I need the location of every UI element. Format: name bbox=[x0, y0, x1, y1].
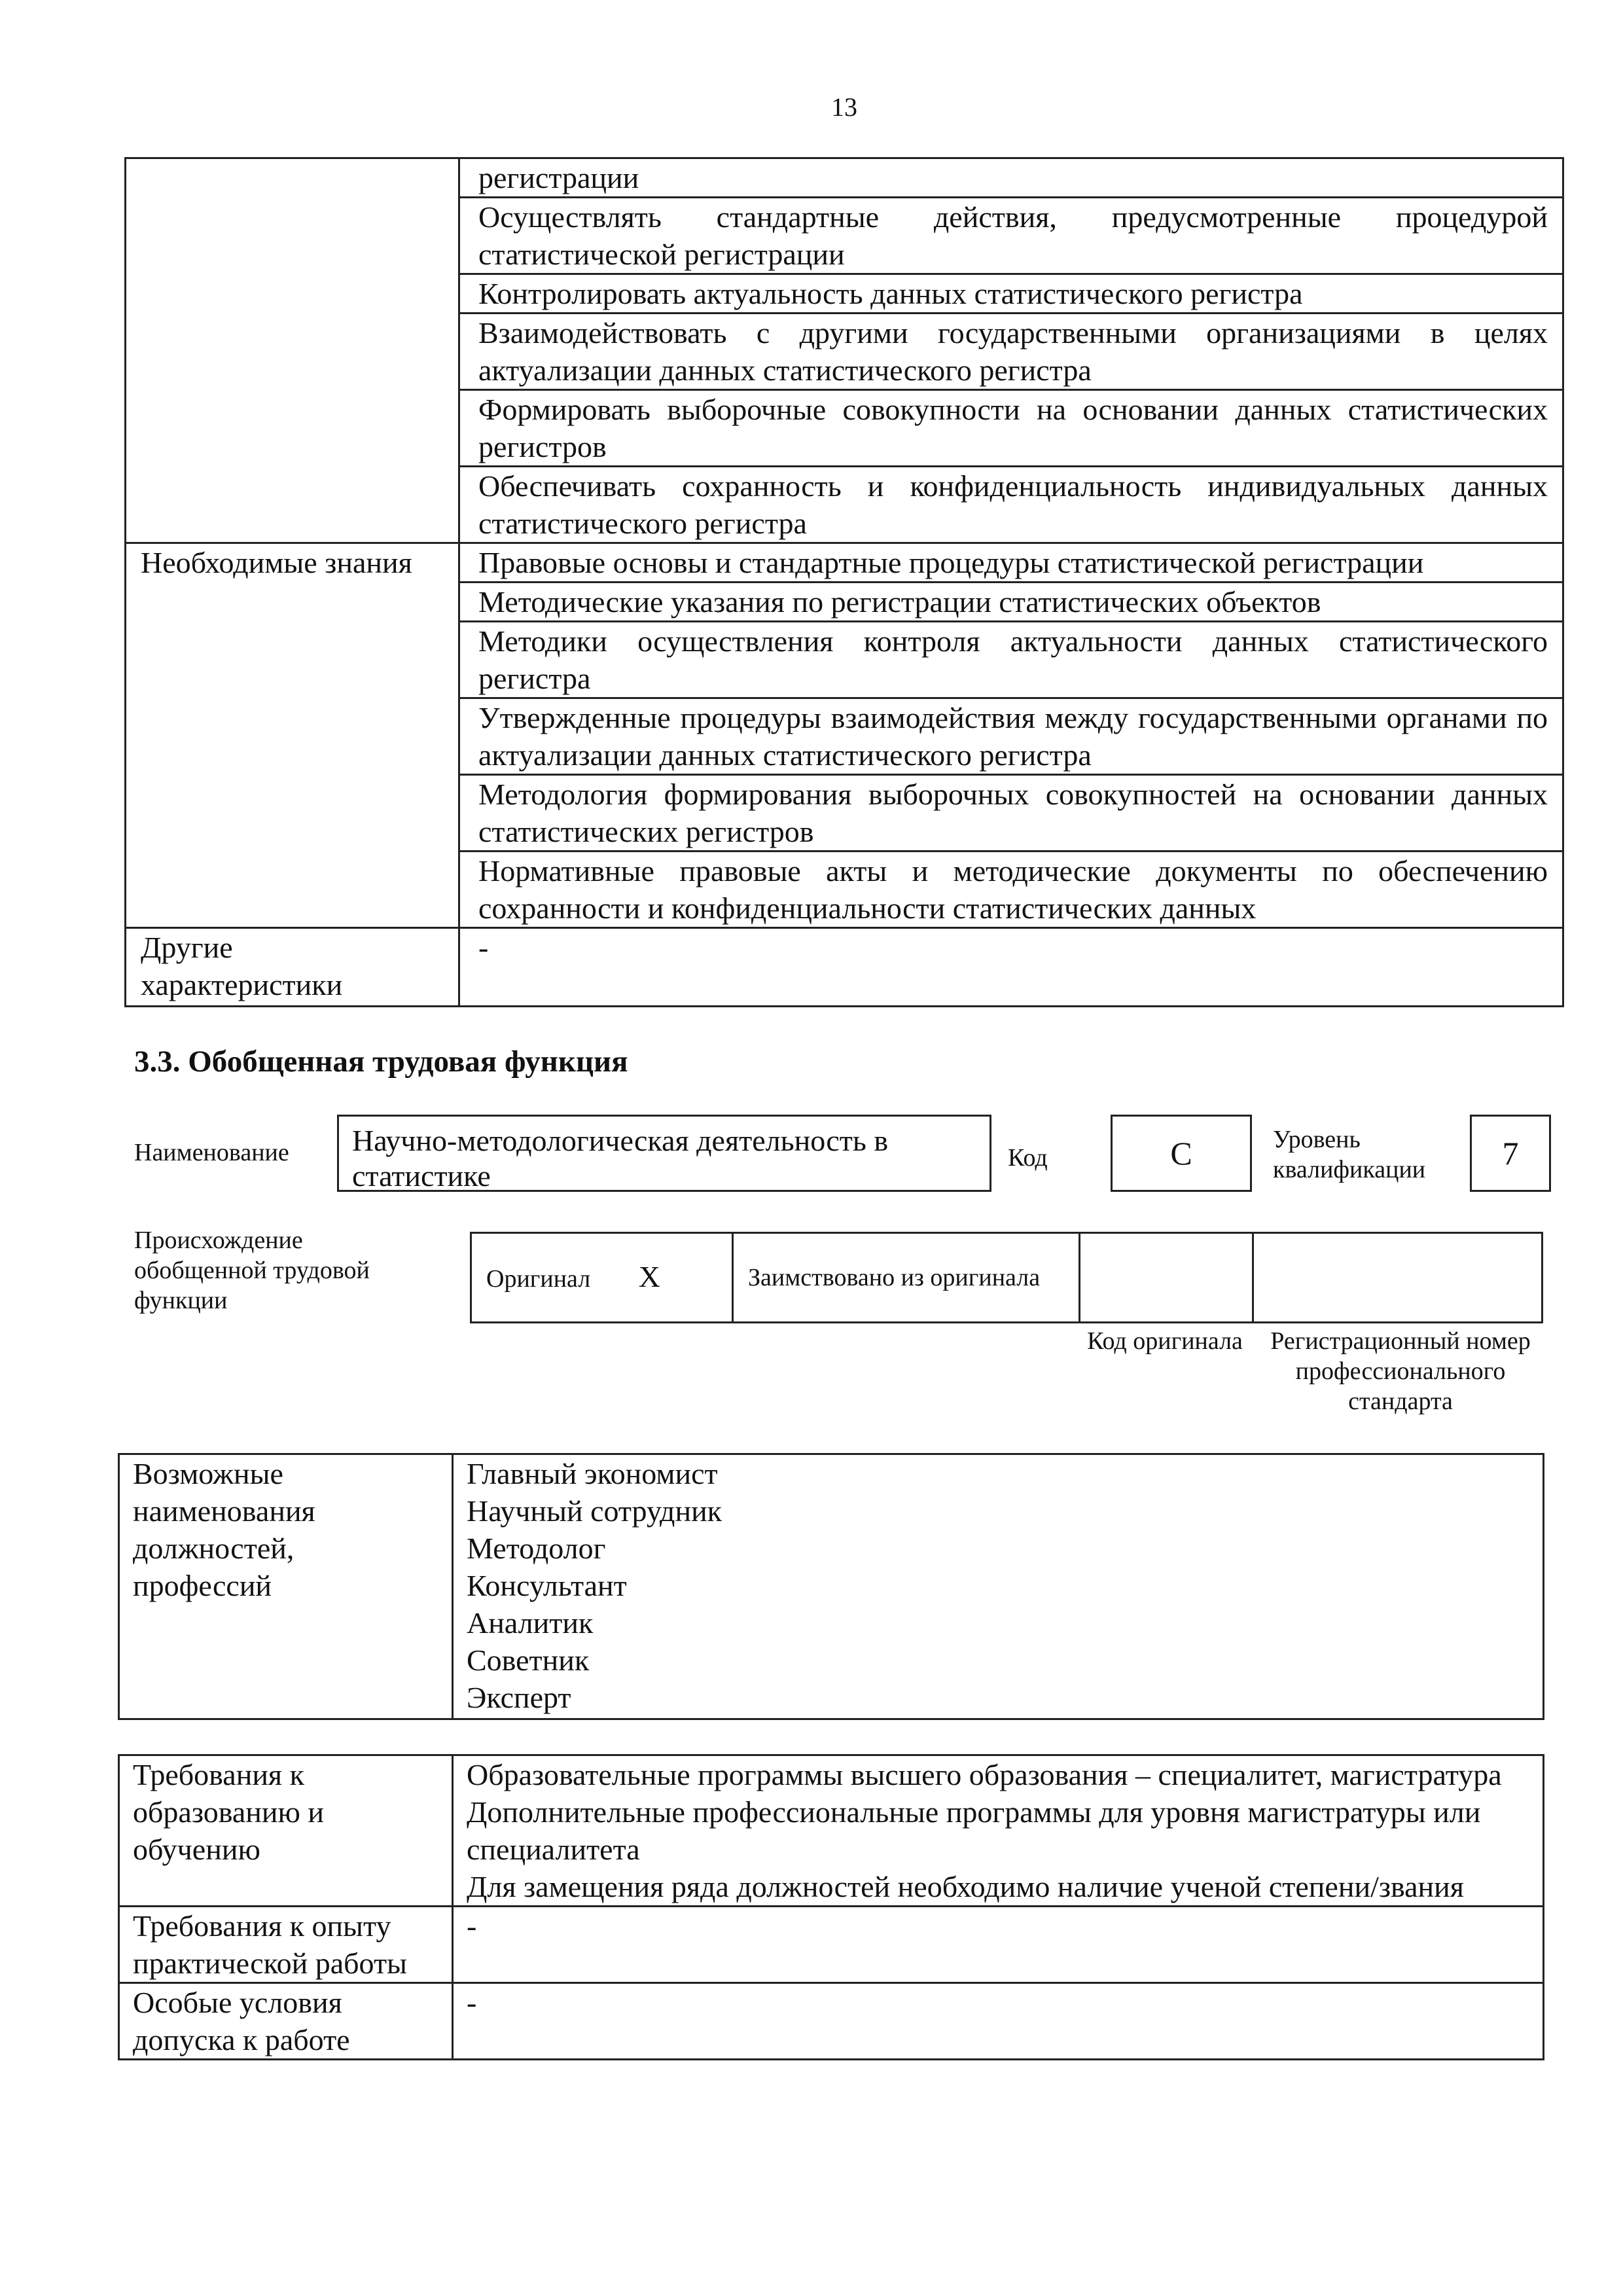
positions-list bbox=[453, 1454, 1544, 1719]
skill-item: Формировать выборочные совокупности на основании данных статистических регистров bbox=[459, 390, 1563, 467]
education-label: Требования к образованию и обучению bbox=[119, 1755, 453, 1907]
position-item: Главный экономист bbox=[467, 1457, 718, 1490]
borrowed-label: Заимствовано из оригинала bbox=[733, 1233, 1080, 1323]
education-list bbox=[453, 1755, 1544, 1907]
level-box bbox=[1470, 1115, 1551, 1192]
original-code-cell bbox=[1080, 1233, 1253, 1323]
skill-item: Осуществлять стандартные действия, предусмотренные процедурой статистической регистрации bbox=[459, 198, 1563, 274]
original-code-caption: Код оригинала bbox=[1087, 1327, 1243, 1355]
conditions-label: Особые условия допуска к работе bbox=[119, 1983, 453, 2060]
reg-number-cell bbox=[1253, 1233, 1543, 1323]
origin-table bbox=[470, 1232, 1543, 1323]
skills-knowledge-table bbox=[124, 157, 1564, 1007]
knowledge-item: Методические указания по регистрации статистических объектов bbox=[459, 583, 1563, 622]
name-value: Научно-методологическая деятельность в статистике bbox=[352, 1124, 889, 1193]
original-cell bbox=[471, 1233, 733, 1323]
positions-table bbox=[118, 1453, 1544, 1720]
experience-label: Требования к опыту практической работы bbox=[119, 1907, 453, 1983]
code-label: Код bbox=[1008, 1144, 1048, 1172]
knowledge-item: Нормативные правовые акты и методические документы по обеспечению сохранности и конфиденциальности статистических данных bbox=[459, 852, 1563, 928]
skill-item: Контролировать актуальность данных статистического регистра bbox=[459, 274, 1563, 314]
origin-label: Происхождение обобщенной трудовой функции bbox=[134, 1227, 370, 1314]
education-item: Дополнительные профессиональные программы для уровня магистратуры или специалитета bbox=[467, 1795, 1481, 1866]
code-value: C bbox=[1170, 1135, 1192, 1172]
position-item: Советник bbox=[467, 1643, 590, 1677]
level-label: Уровень квалификации bbox=[1273, 1126, 1426, 1183]
skill-item: Обеспечивать сохранность и конфиденциальность индивидуальных данных статистического регистра bbox=[459, 467, 1563, 543]
requirements-table bbox=[118, 1754, 1544, 2060]
name-label: Наименование bbox=[134, 1139, 289, 1166]
original-label: Оригинал bbox=[486, 1265, 591, 1293]
page-number: 13 bbox=[831, 92, 857, 122]
skills-label-cell bbox=[126, 158, 459, 543]
knowledge-item: Методики осуществления контроля актуальности данных статистического регистра bbox=[459, 622, 1563, 698]
reg-number-caption: Регистрационный номер профессионального стандарта bbox=[1270, 1327, 1531, 1415]
position-item: Аналитик bbox=[467, 1606, 594, 1640]
conditions-value: - bbox=[453, 1983, 1544, 2060]
knowledge-label: Необходимые знания bbox=[126, 543, 459, 928]
skill-item: регистрации bbox=[459, 158, 1563, 198]
knowledge-item: Правовые основы и стандартные процедуры статистической регистрации bbox=[459, 543, 1563, 583]
name-box bbox=[337, 1115, 991, 1192]
education-item: Для замещения ряда должностей необходимо наличие ученой степени/звания bbox=[467, 1870, 1464, 1903]
section-heading: 3.3. Обобщенная трудовая функция bbox=[134, 1045, 628, 1079]
knowledge-item: Методология формирования выборочных совокупностей на основании данных статистических регистров bbox=[459, 775, 1563, 852]
other-characteristics-label: Другие характеристики bbox=[126, 928, 459, 1007]
skill-item: Взаимодействовать с другими государственными организациями в целях актуализации данных статистического регистра bbox=[459, 314, 1563, 390]
code-box bbox=[1111, 1115, 1252, 1192]
experience-value: - bbox=[453, 1907, 1544, 1983]
level-value: 7 bbox=[1502, 1135, 1519, 1172]
position-item: Методолог bbox=[467, 1532, 606, 1565]
original-mark: X bbox=[638, 1259, 660, 1293]
knowledge-item: Утвержденные процедуры взаимодействия между государственными органами по актуализации данных статистического регистра bbox=[459, 698, 1563, 775]
education-item: Образовательные программы высшего образования – специалитет, магистратура bbox=[467, 1758, 1502, 1791]
position-item: Консультант bbox=[467, 1569, 627, 1602]
position-item: Научный сотрудник bbox=[467, 1494, 722, 1528]
other-characteristics-value: - bbox=[459, 928, 1563, 1007]
positions-label: Возможные наименования должностей, профессий bbox=[119, 1454, 453, 1719]
position-item: Эксперт bbox=[467, 1681, 571, 1714]
